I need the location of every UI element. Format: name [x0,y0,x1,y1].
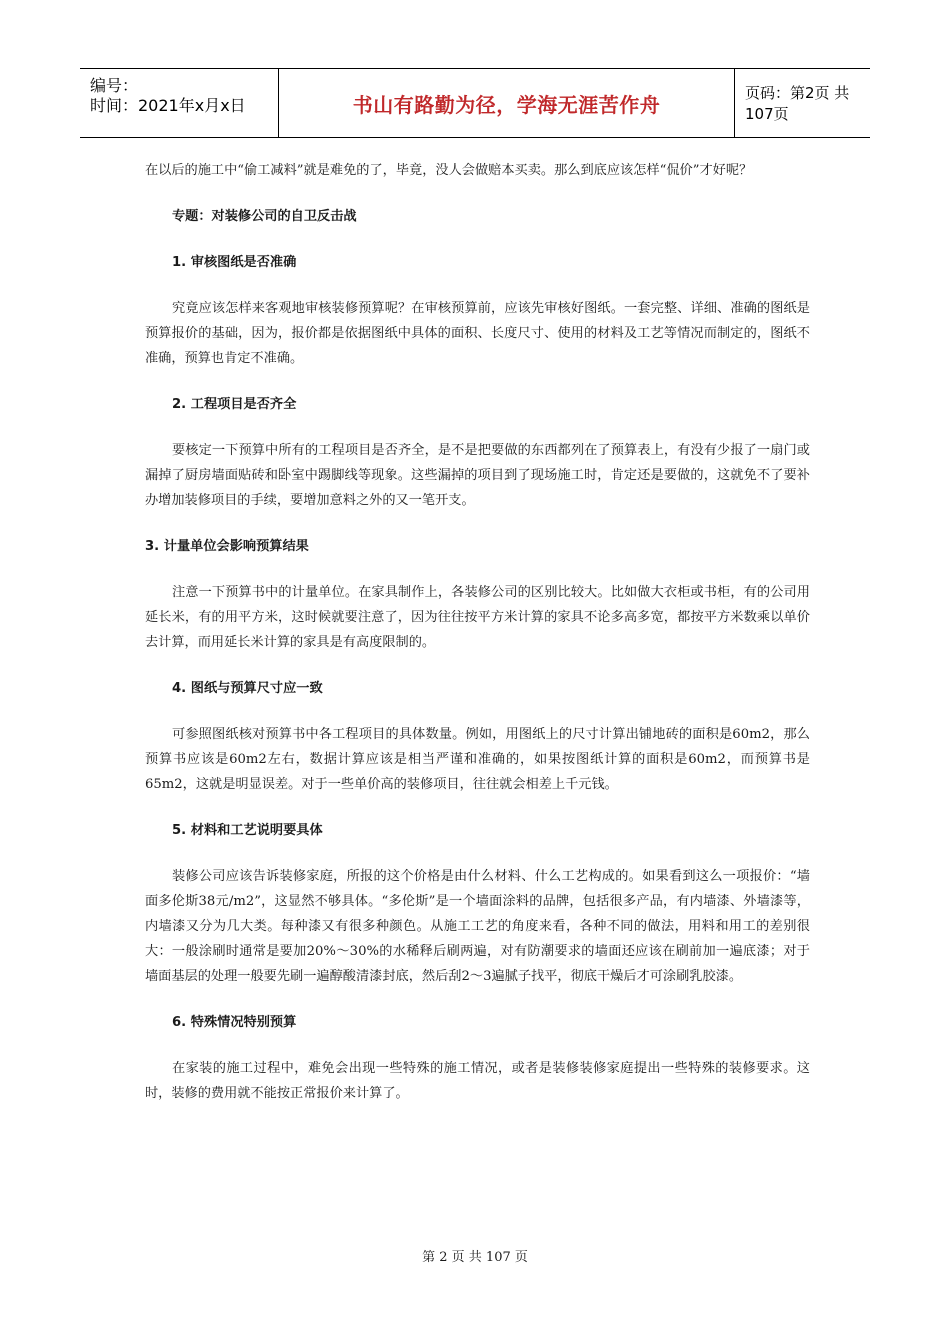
document-body [145,158,810,1106]
page-header [80,68,870,138]
section-text-2: 要核定一下预算中所有的工程项目是否齐全，是不是把要做的东西都列在了预算表上，有没有少报了一扇门或漏掉了厨房墙面贴砖和卧室中踢脚线等现象。这些漏掉的项目到了现场施工时，肯定还是要做的，这就免不了要补办增加装修项目的手续，要增加意料之外的又一笔开支。 [145,443,810,508]
section-heading-1: 1. 审核图纸是否准确 [172,255,297,270]
page-info: 页码：第2页 共107页 [745,84,850,123]
section-heading-4: 4. 图纸与预算尺寸应一致 [172,681,323,696]
section-text-4: 可参照图纸核对预算书中各工程项目的具体数量。例如，用图纸上的尺寸计算出铺地砖的面积是60m2，那么预算书应该是60m2左右，数据计算应该是相当严谨和准确的，如果按图纸计算的面积是60m2，而预算书是65m2，这就是明显误差。对于一些单价高的装修项目，往往就会相差上千元钱。 [145,727,810,792]
motto: 书山有路勤为径，学海无涯苦作舟 [352,92,661,117]
header-meta-cell [80,69,279,137]
section-heading-2: 2. 工程项目是否齐全 [172,397,297,412]
page-footer: 第 2 页 共 107 页 [422,1250,528,1265]
header-motto-cell [279,69,735,137]
section-text-3: 注意一下预算书中的计量单位。在家具制作上，各装修公司的区别比较大。比如做大衣柜或书柜，有的公司用延长米，有的用平方米，这时候就要注意了，因为往往按平方米计算的家具不论多高多宽，都按平方米数乘以单价去计算，而用延长米计算的家具是有高度限制的。 [145,585,810,650]
section-heading-3: 3. 计量单位会影响预算结果 [145,539,309,554]
section-heading-5: 5. 材料和工艺说明要具体 [172,823,323,838]
section-text-5: 装修公司应该告诉装修家庭，所报的这个价格是由什么材料、什么工艺构成的。如果看到这么一项报价：“墙面多伦斯38元/m2”，这显然不够具体。“多伦斯”是一个墙面涂料的品牌，包括很多产品，有内墙漆、外墙漆等，内墙漆又分为几大类。每种漆又有很多种颜色。从施工工艺的角度来看，各种不同的做法，用料和用工的差别很大：一般涂刷时通常是要加20%～30%的水稀释后刷两遍，对有防潮要求的墙面还应该在刷前加一遍底漆；对于墙面基层的处理一般要先刷一遍醇酸清漆封底，然后刮2～3遍腻子找平，彻底干燥后才可涂刷乳胶漆。 [145,869,810,984]
topic-heading: 专题：对装修公司的自卫反击战 [172,209,357,224]
time-label: 时间：2021年x月x日 [90,96,246,115]
section-text-6: 在家装的施工过程中，难免会出现一些特殊的施工情况，或者是装修装修家庭提出一些特殊的装修要求。这时，装修的费用就不能按正常报价来计算了。 [145,1061,810,1101]
header-page-cell [735,69,870,137]
number-label: 编号： [90,76,139,95]
section-heading-6: 6. 特殊情况特别预算 [172,1015,297,1030]
section-text-1: 究竟应该怎样来客观地审核装修预算呢？在审核预算前，应该先审核好图纸。一套完整、详细、准确的图纸是预算报价的基础，因为，报价都是依据图纸中具体的面积、长度尺寸、使用的材料及工艺等情况而制定的，图纸不准确，预算也肯定不准确。 [145,301,810,366]
intro-paragraph: 在以后的施工中“偷工减料”就是难免的了，毕竟，没人会做赔本买卖。那么到底应该怎样“侃价”才好呢？ [145,163,753,178]
